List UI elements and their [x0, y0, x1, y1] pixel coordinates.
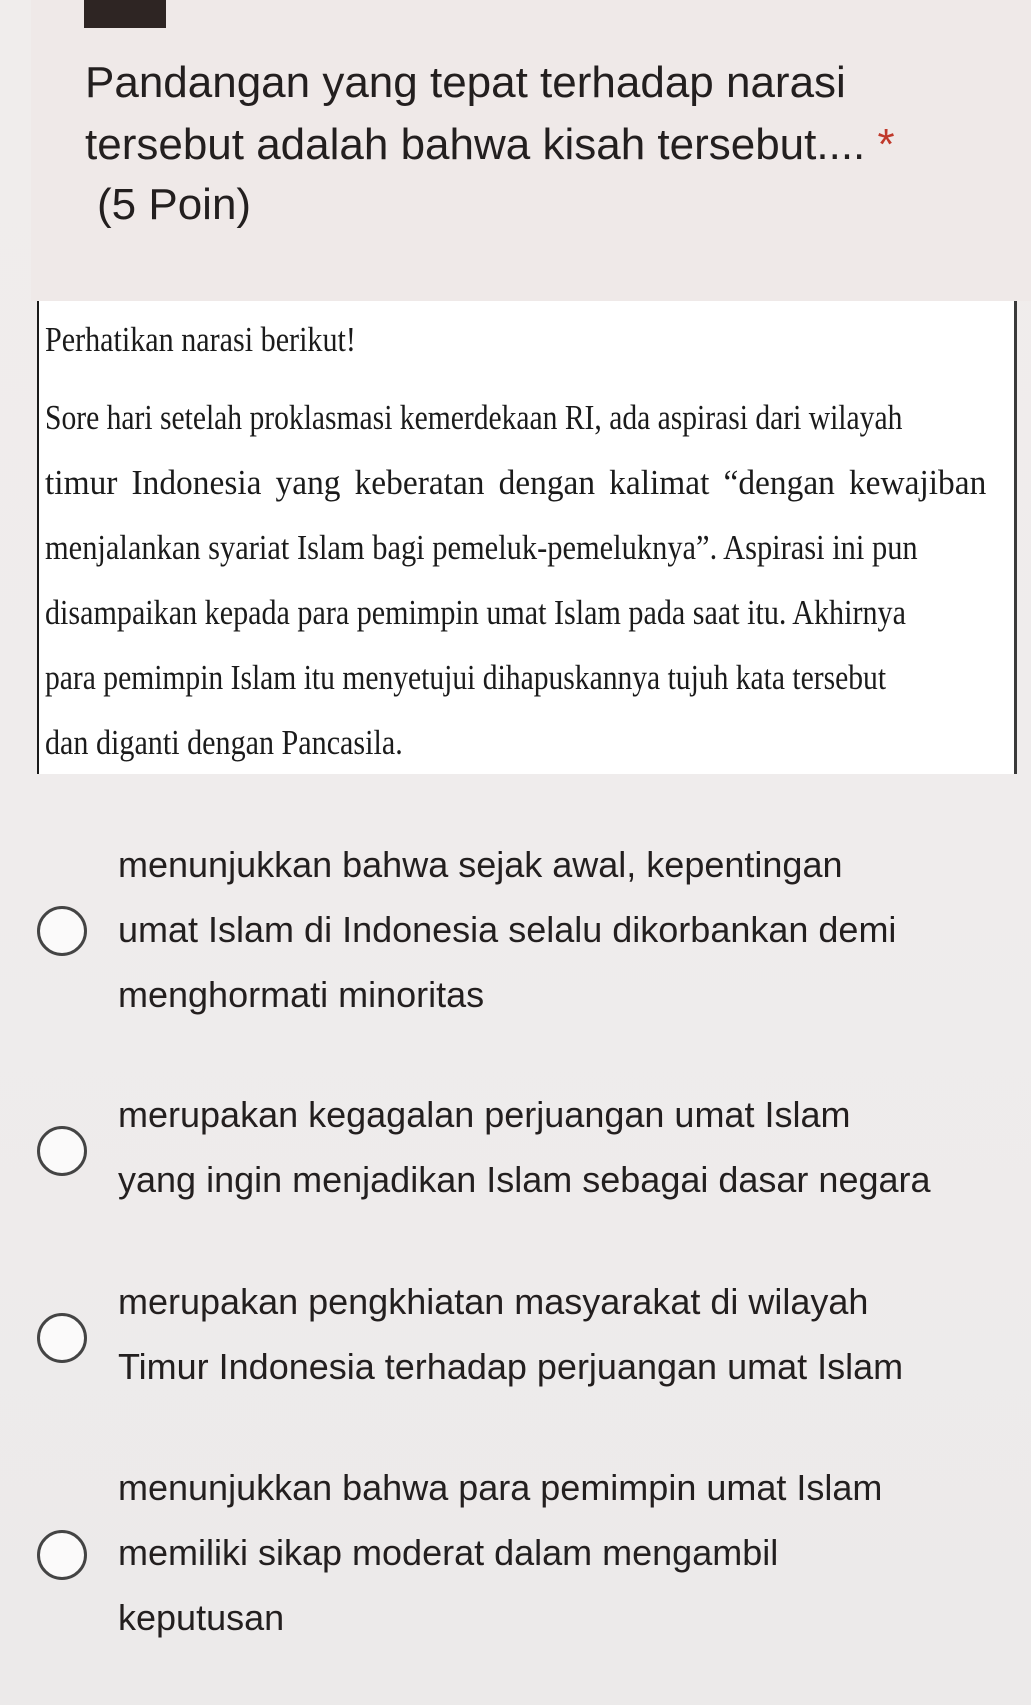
- passage-line: disampaikan kepada para pemimpin umat Islam pada saat itu. Akhirnya: [45, 593, 906, 632]
- option-line: Timur Indonesia terhadap perjuangan umat Islam: [118, 1346, 904, 1387]
- option-a[interactable]: [0, 820, 1031, 1015]
- required-marker: *: [877, 120, 895, 169]
- option-line: menunjukkan bahwa sejak awal, kepentingan: [118, 844, 843, 885]
- option-line: keputusan: [118, 1597, 285, 1638]
- option-c-radio[interactable]: [37, 1313, 87, 1363]
- header-accent-bar: [84, 0, 166, 28]
- passage-line: menjalankan syariat Islam bagi pemeluk-pemeluknya”. Aspirasi ini pun: [45, 528, 918, 567]
- option-line: yang ingin menjadikan Islam sebagai dasar negara: [118, 1159, 931, 1200]
- option-line: menunjukkan bahwa para pemimpin umat Islam: [118, 1467, 883, 1508]
- option-line: memiliki sikap moderat dalam mengambil: [118, 1532, 779, 1573]
- question-title-text: Pandangan yang tepat terhadap narasi tersebut adalah bahwa kisah tersebut....: [85, 58, 866, 169]
- option-line: umat Islam di Indonesia selalu dikorbankan demi: [118, 909, 897, 950]
- option-c-label: [118, 1269, 998, 1399]
- passage-line: timur Indonesia yang keberatan dengan kalimat “dengan kewajiban: [45, 463, 987, 502]
- passage-heading: Perhatikan narasi berikut!: [45, 320, 356, 359]
- option-a-label: [118, 832, 998, 1027]
- option-line: merupakan kegagalan perjuangan umat Islam: [118, 1094, 851, 1135]
- option-c[interactable]: [0, 1257, 1031, 1397]
- option-d[interactable]: [0, 1443, 1031, 1653]
- option-line: merupakan pengkhiatan masyarakat di wilayah: [118, 1281, 869, 1322]
- question-title: [85, 52, 985, 176]
- option-a-radio[interactable]: [37, 906, 87, 956]
- option-b[interactable]: [0, 1070, 1031, 1210]
- passage-line: Sore hari setelah proklasmasi kemerdekaan RI, ada aspirasi dari wilayah: [45, 398, 903, 437]
- passage-line: dan diganti dengan Pancasila.: [45, 723, 403, 762]
- option-d-label: [118, 1455, 998, 1650]
- question-points: (5 Poin): [97, 180, 252, 229]
- passage-image: [37, 301, 1017, 774]
- option-line: menghormati minoritas: [118, 974, 485, 1015]
- passage-line: para pemimpin Islam itu menyetujui dihapuskannya tujuh kata tersebut: [45, 658, 887, 697]
- option-b-radio[interactable]: [37, 1126, 87, 1176]
- option-b-label: [118, 1082, 998, 1212]
- option-d-radio[interactable]: [37, 1530, 87, 1580]
